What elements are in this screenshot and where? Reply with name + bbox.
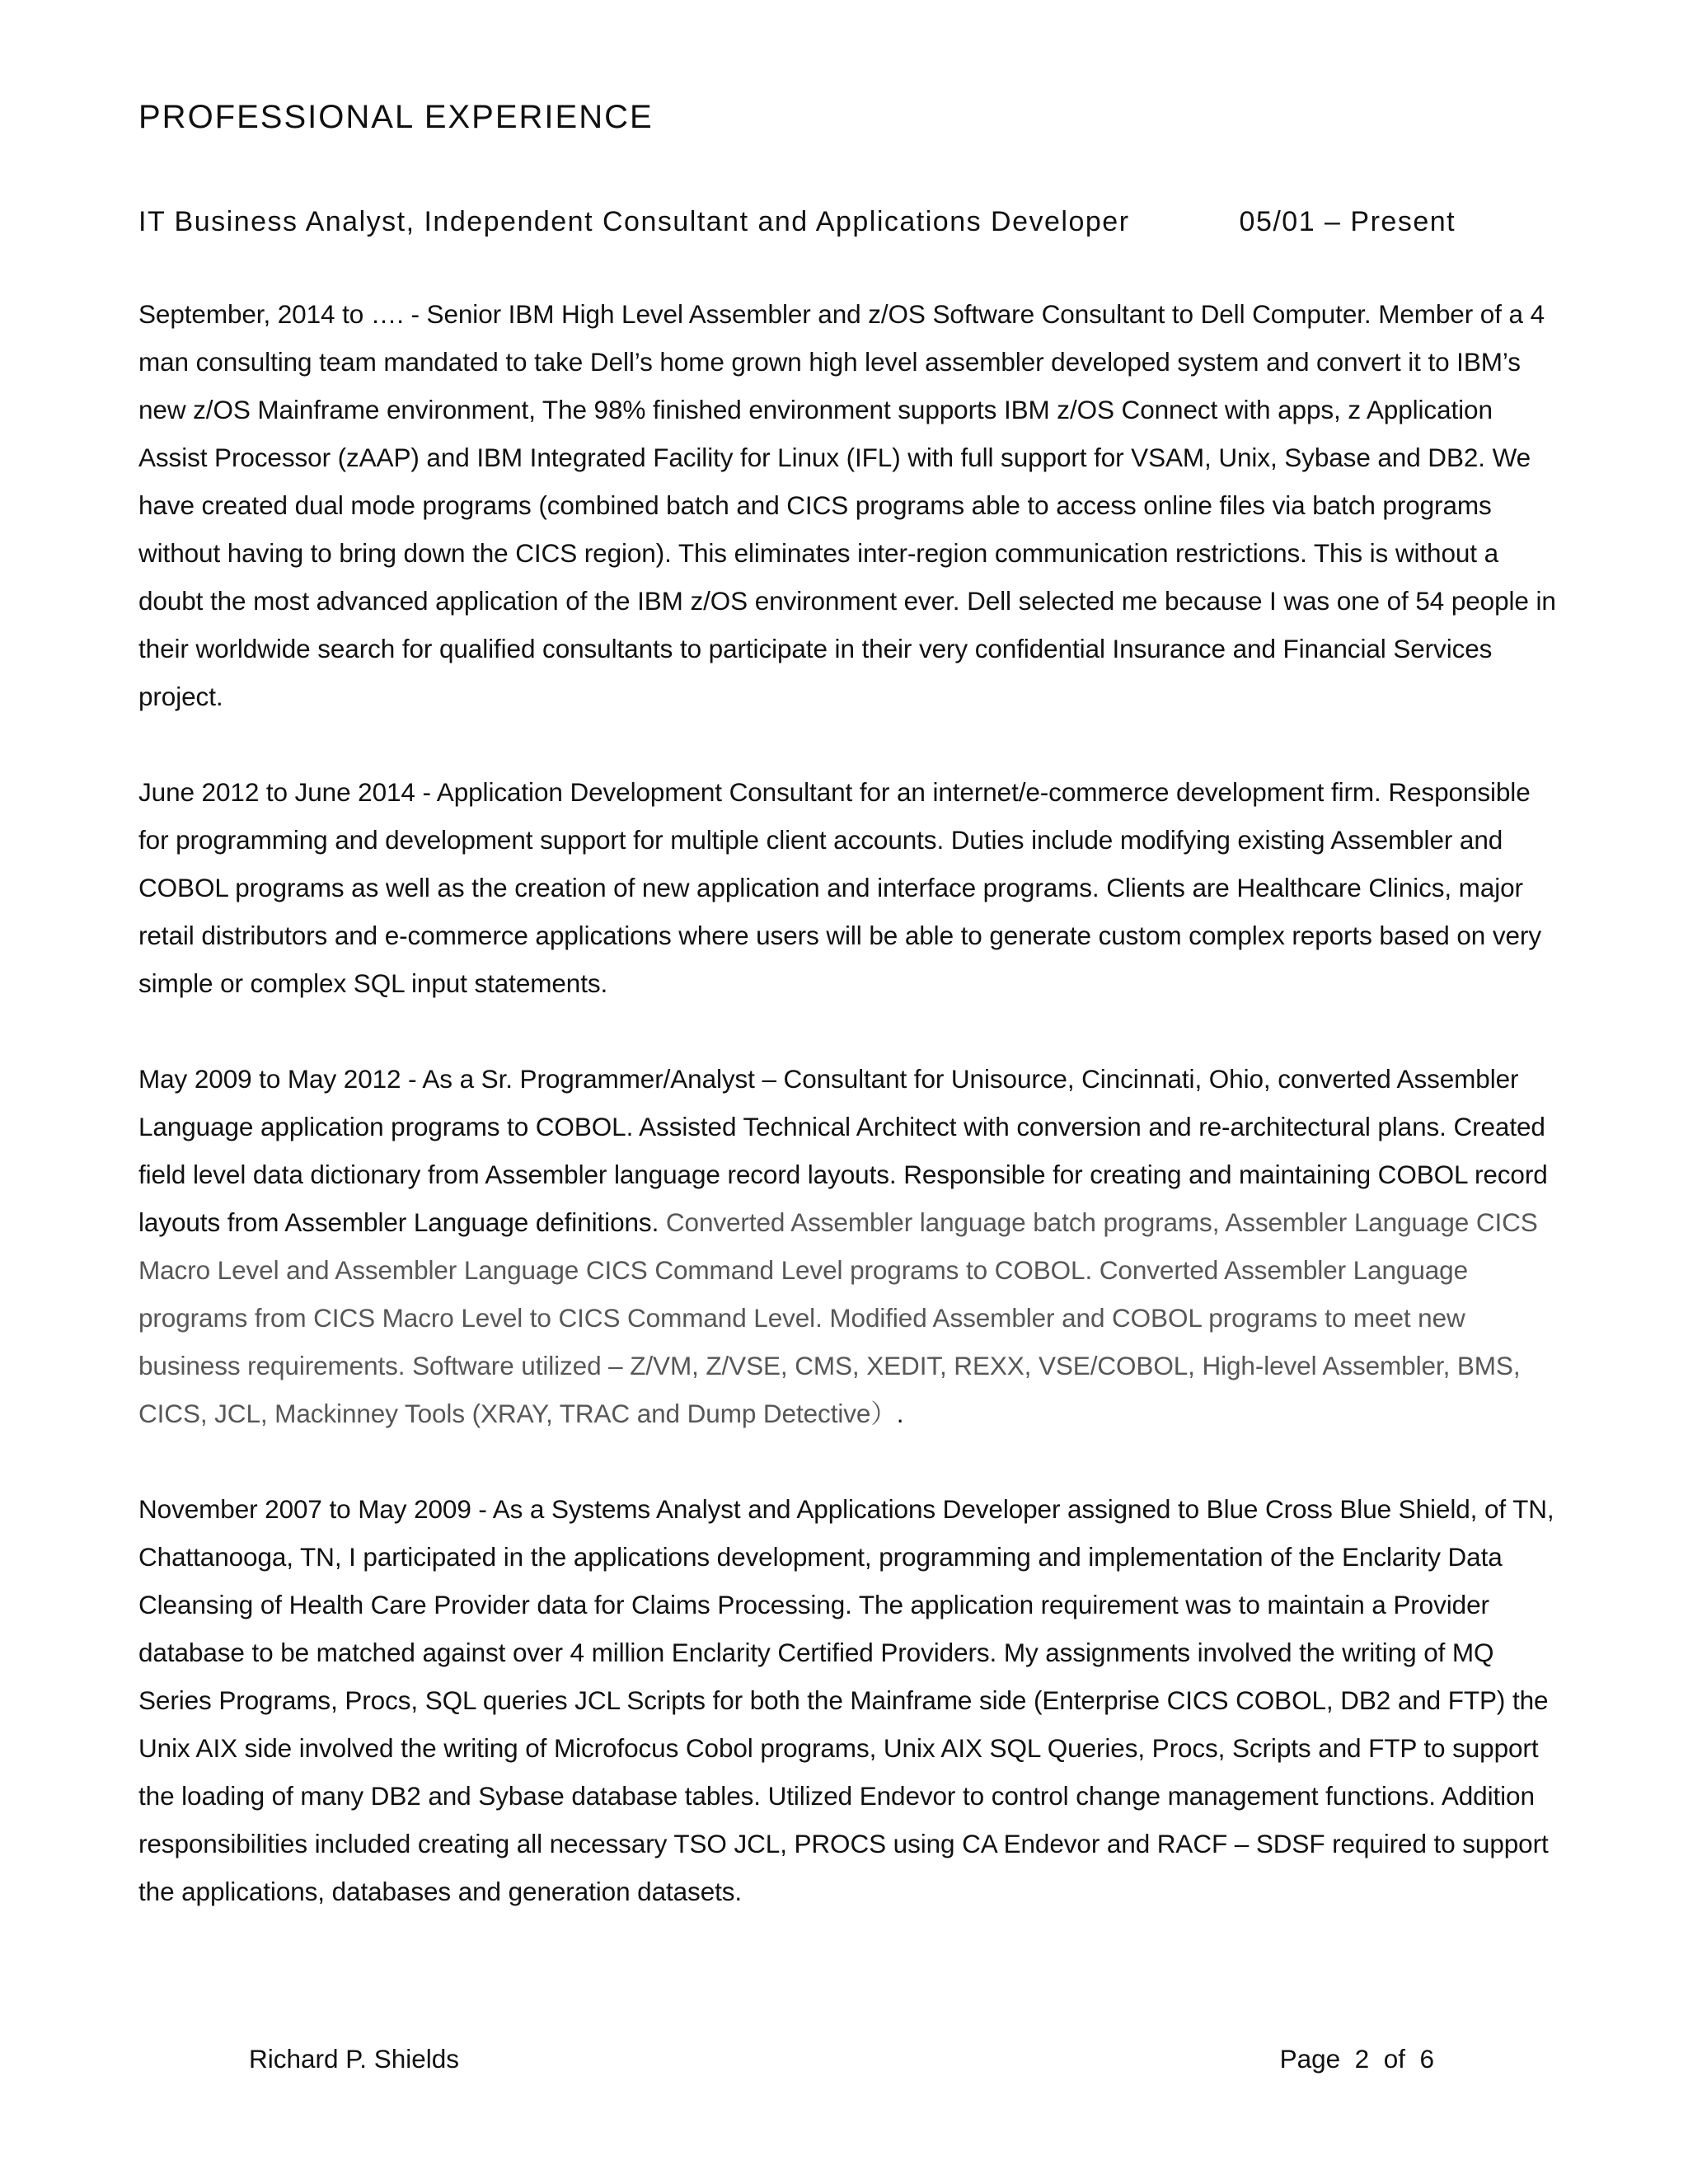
page-footer [249, 2035, 1434, 2083]
experience-entry-unisource [138, 1055, 1556, 1437]
resume-page [138, 91, 1556, 1963]
experience-entry-dell [138, 290, 1556, 720]
job-dates: 05/01 – Present [1239, 206, 1456, 237]
experience-entries [138, 290, 1556, 1915]
footer-page-number: Page 2 of 6 [1279, 2044, 1434, 2074]
entry-text: November 2007 to May 2009 - As a Systems Analyst and Applications Developer assigned to Blue Cross Blue Shield, of TN, Chattanooga, TN, I participated in the applications development, programming and implementation of the Enclarity Data Cleansing of Health Care Provider data for Claims Processing. The application requirement was to maintain a Provider database to be matched against over 4 million Enclarity Certified Providers. My assignments involved the writing of MQ Series Programs, Procs, SQL queries JCL Scripts for both the Mainframe side (Enterprise CICS COBOL, DB2 and FTP) the Unix AIX side involved the writing of Microfocus Cobol programs, Unix AIX SQL Queries, Procs, Scripts and FTP to support the loading of many DB2 and Sybase database tables. Utilized Endevor to control change management functions. Addition responsibilities included creating all necessary TSO JCL, PROCS using CA Endevor and RACF – SDSF required to support the applications, databases and generation datasets. [138, 1494, 1554, 1906]
entry-muted-text: Converted Assembler language batch programs, Assembler Language CICS Macro Level and Assembler Language CICS Command Level programs to COBOL. Converted Assembler Language programs from CICS Macro Level to CICS Command Level. Modified Assembler and COBOL programs to meet new business requirements. Software utilized – Z/VM, Z/VSE, CMS, XEDIT, REXX, VSE/COBOL, High-level Assembler, BMS, CICS, JCL, Mackinney Tools (XRAY, TRAC and Dump Detective） [138, 1207, 1538, 1428]
job-title-row [138, 201, 1556, 242]
footer-author-name: Richard P. Shields [249, 2044, 460, 2074]
job-title: IT Business Analyst, Independent Consultant and Applications Developer [138, 206, 1130, 237]
experience-entry-bcbs [138, 1485, 1556, 1915]
section-heading: PROFESSIONAL EXPERIENCE [138, 99, 654, 135]
entry-text: September, 2014 to …. - Senior IBM High Level Assembler and z/OS Software Consultant to Dell Computer. Member of a 4 man consulting team mandated to take Dell’s home grown high level assembler developed system and convert it to IBM’s new z/OS Mainframe environment, The 98% finished environment supports IBM z/OS Connect with apps, z Application Assist Processor (zAAP) and IBM Integrated Facility for Linux (IFL) with full support for VSAM, Unix, Sybase and DB2. We have created dual mode programs (combined batch and CICS programs able to access online files via batch programs without having to bring down the CICS region). This eliminates inter-region communication restrictions. This is without a doubt the most advanced application of the IBM z/OS environment ever. Dell selected me because I was one of 54 people in their worldwide search for qualified consultants to participate in their very confidential Insurance and Financial Services project. [138, 299, 1556, 711]
entry-text: June 2012 to June 2014 - Application Development Consultant for an internet/e-commerce development firm. Responsible for programming and development support for multiple client accounts. Duties include modifying existing Assembler and COBOL programs as well as the creation of new application and interface programs. Clients are Healthcare Clinics, major retail distributors and e-commerce applications where users will be able to generate custom complex reports based on very simple or complex SQL input statements. [138, 777, 1541, 998]
entry-text: May 2009 to May 2012 - As a Sr. Programmer/Analyst – Consultant for Unisource, Cincinnati, Ohio, converted Assembler Language application programs to COBOL. Assisted Technical Architect with conversion and re-architectural plans. Created field level data dictionary from Assembler language record layouts. Responsible for creating and maintaining COBOL record layouts from Assembler Language definitions. [138, 1064, 1548, 1237]
experience-entry-ecommerce [138, 768, 1556, 1007]
entry-end-text: . [896, 1399, 904, 1428]
